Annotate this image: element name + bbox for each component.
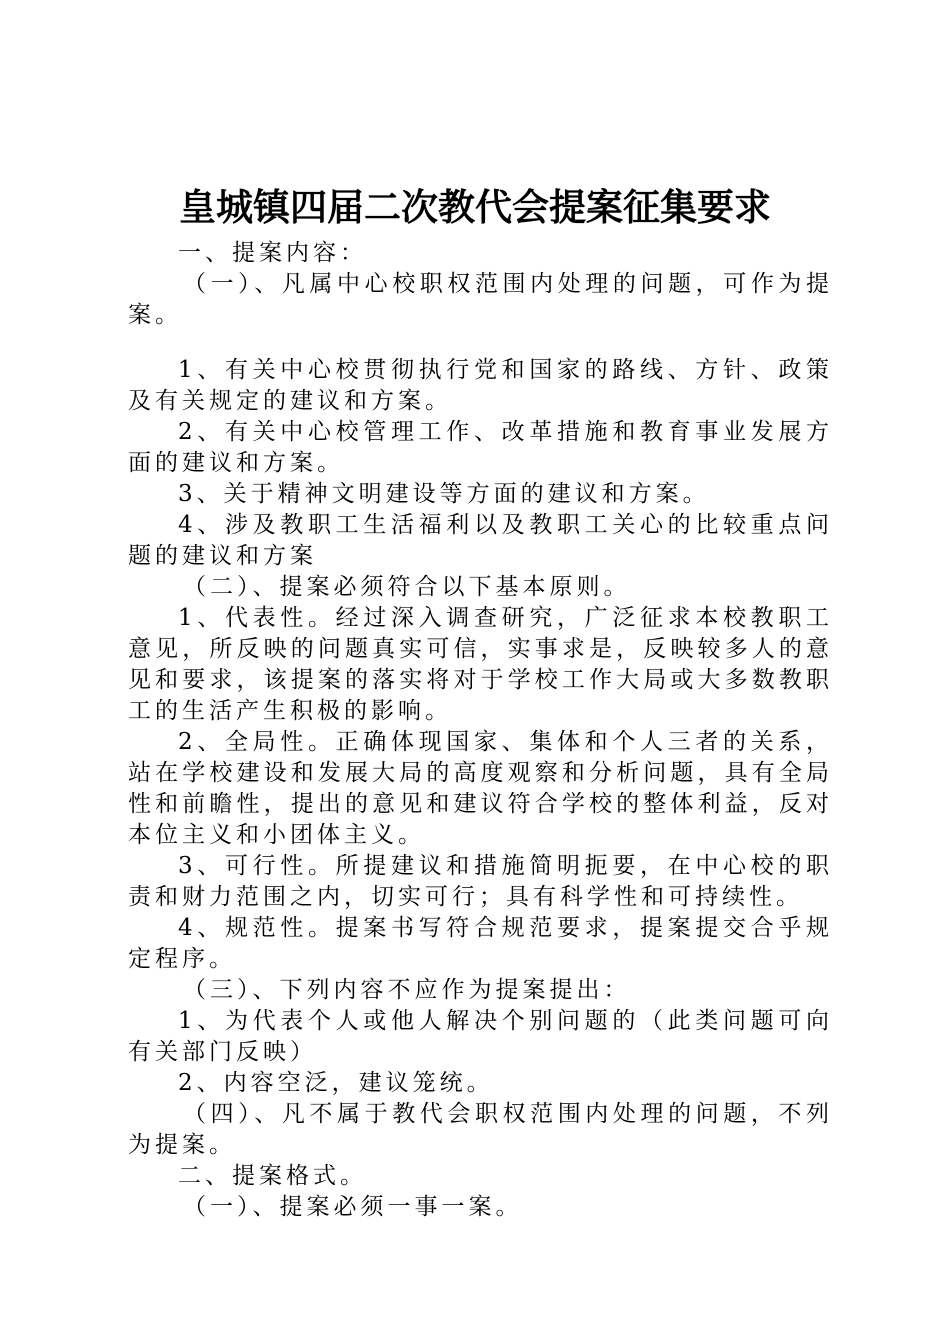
document-body	[128, 238, 833, 1223]
paragraph: 2、内容空泛，建议笼统。	[178, 1070, 494, 1096]
subsection-heading: （一）、提案必须一事一案。	[183, 1194, 523, 1220]
subsection-heading: （三）、下列内容不应作为提案提出：	[183, 977, 631, 1003]
paragraph: 4、涉及教职工生活福利以及教职工关心的比较重点问题的建议和方案	[128, 512, 833, 569]
section-heading-1: 一、提案内容：	[178, 240, 367, 266]
paragraph: 3、可行性。所提建议和措施简明扼要，在中心校的职责和财力范围之内，切实可行；具有科学性和可持续性。	[128, 853, 833, 910]
document-title: 皇城镇四届二次教代会提案征集要求	[179, 185, 771, 229]
paragraph: 3、关于精神文明建设等方面的建议和方案。	[178, 481, 710, 507]
paragraph: 2、全局性。正确体现国家、集体和个人三者的关系，站在学校建设和发展大局的高度观察和分析问题，具有全局性和前瞻性，提出的意见和建议符合学校的整体利益，反对本位主义和小团体主义。	[128, 729, 833, 848]
subsection-heading: （二）、提案必须符合以下基本原则。	[183, 574, 631, 600]
paragraph: 1、有关中心校贯彻执行党和国家的路线、方针、政策及有关规定的建议和方案。	[128, 357, 833, 414]
subsection-heading: （四）、凡不属于教代会职权范围内处理的问题，不列为提案。	[128, 1101, 833, 1158]
paragraph: 1、代表性。经过深入调查研究，广泛征求本校教职工意见，所反映的问题真实可信，实事求是，反映较多人的意见和要求，该提案的落实将对于学校工作大局或大多数教职工的生活产生积极的影响。	[128, 605, 833, 724]
paragraph: 4、规范性。提案书写符合规范要求，提案提交合乎规定程序。	[128, 915, 833, 972]
subsection-heading: （一）、凡属中心校职权范围内处理的问题，可作为提案。	[128, 271, 833, 328]
paragraph: 1、为代表个人或他人解决个别问题的（此类问题可向有关部门反映）	[128, 1008, 833, 1065]
section-heading-2: 二、提案格式。	[178, 1163, 367, 1189]
paragraph: 2、有关中心校管理工作、改革措施和教育事业发展方面的建议和方案。	[128, 419, 833, 476]
blank-line	[128, 331, 833, 355]
